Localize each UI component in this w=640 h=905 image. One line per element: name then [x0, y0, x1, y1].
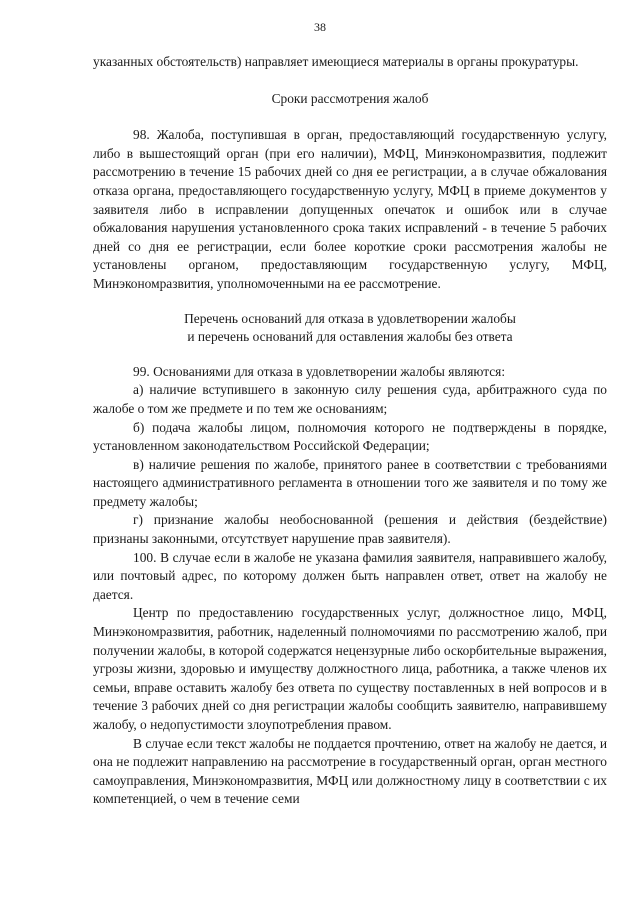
paragraph-continuation: указанных обстоятельств) направляет имеющиеся материалы в органы прокуратуры.: [93, 54, 579, 69]
document-body: [93, 53, 607, 809]
paragraph-unreadable: В случае если текст жалобы не поддается прочтению, ответ на жалобу не дается, и она не подлежит направлению на рассмотрение в государственный орган, орган местного самоуправления, Минэкономразвития, МФЦ или должностному лицу в соответствии с их компетенцией, о чем в течение семи: [93, 735, 607, 807]
list-item-a: а) наличие вступившего в законную силу решения суда, арбитражного суда по жалобе о том же предмете и по тем же основаниям;: [93, 382, 607, 416]
paragraph-center: Центр по предоставлению государственных услуг, должностное лицо, МФЦ, Минэкономразвития, работник, наделенный полномочиями по рассмотрению жалоб, при получении жалобы, в которой содержатся нецензурные либо оскорбительные выражения, угрозы жизни, здоровью и имуществу должностного лица, работника, а также членов их семьи, вправе оставить жалобу без ответа по существу поставленных в ней вопросов и в течение 3 рабочих дней со дня регистрации жалобы сообщить заявителю, направившему жалобу, о недопустимости злоупотребления правом.: [93, 605, 607, 732]
section-heading-grounds-line1: Перечень оснований для отказа в удовлетворении жалобы: [184, 310, 516, 326]
section-heading-terms: Сроки рассмотрения жалоб: [271, 90, 429, 106]
paragraph-100: 100. В случае если в жалобе не указана фамилия заявителя, направившего жалобу, или почтовый адрес, по которому должен быть направлен ответ, ответ на жалобу не дается.: [93, 549, 607, 602]
section-heading-grounds-line2: и перечень оснований для оставления жалобы без ответа: [187, 329, 513, 345]
section-heading-grounds: [93, 310, 607, 347]
paragraph-98: 98. Жалоба, поступившая в орган, предоставляющий государственную услугу, либо в вышестоящий орган (при его наличии), МФЦ, Минэкономразвития, подлежит рассмотрению в течение 15 рабочих дней со дня ее регистрации, а в случае обжалования отказа органа, предоставляющего государственную услугу, МФЦ в приеме документов у заявителя либо в исправлении допущенных опечаток и ошибок или в случае обжалования нарушения установленного срока таких исправлений - в течение 5 рабочих дней со дня ее регистрации, если более короткие сроки рассмотрения жалобы не установлены органом, предоставляющим государственную услугу, МФЦ, Минэкономразвития, уполномоченными на ее рассмотрение.: [93, 127, 607, 291]
paragraph-99: 99. Основаниями для отказа в удовлетворении жалобы являются:: [133, 363, 506, 379]
page-number: 38: [314, 20, 326, 34]
list-item-b: б) подача жалобы лицом, полномочия которого не подтверждены в порядке, установленном законодательством Российской Федерации;: [93, 419, 607, 454]
list-item-g: г) признание жалобы необоснованной (решения и действия (бездействие) признаны законными, отсутствует нарушение прав заявителя).: [93, 512, 607, 547]
list-item-v: в) наличие решения по жалобе, принятого ранее в соответствии с требованиями настоящего административного регламента в отношении того же заявителя и по тому же предмету жалобы;: [93, 456, 607, 509]
